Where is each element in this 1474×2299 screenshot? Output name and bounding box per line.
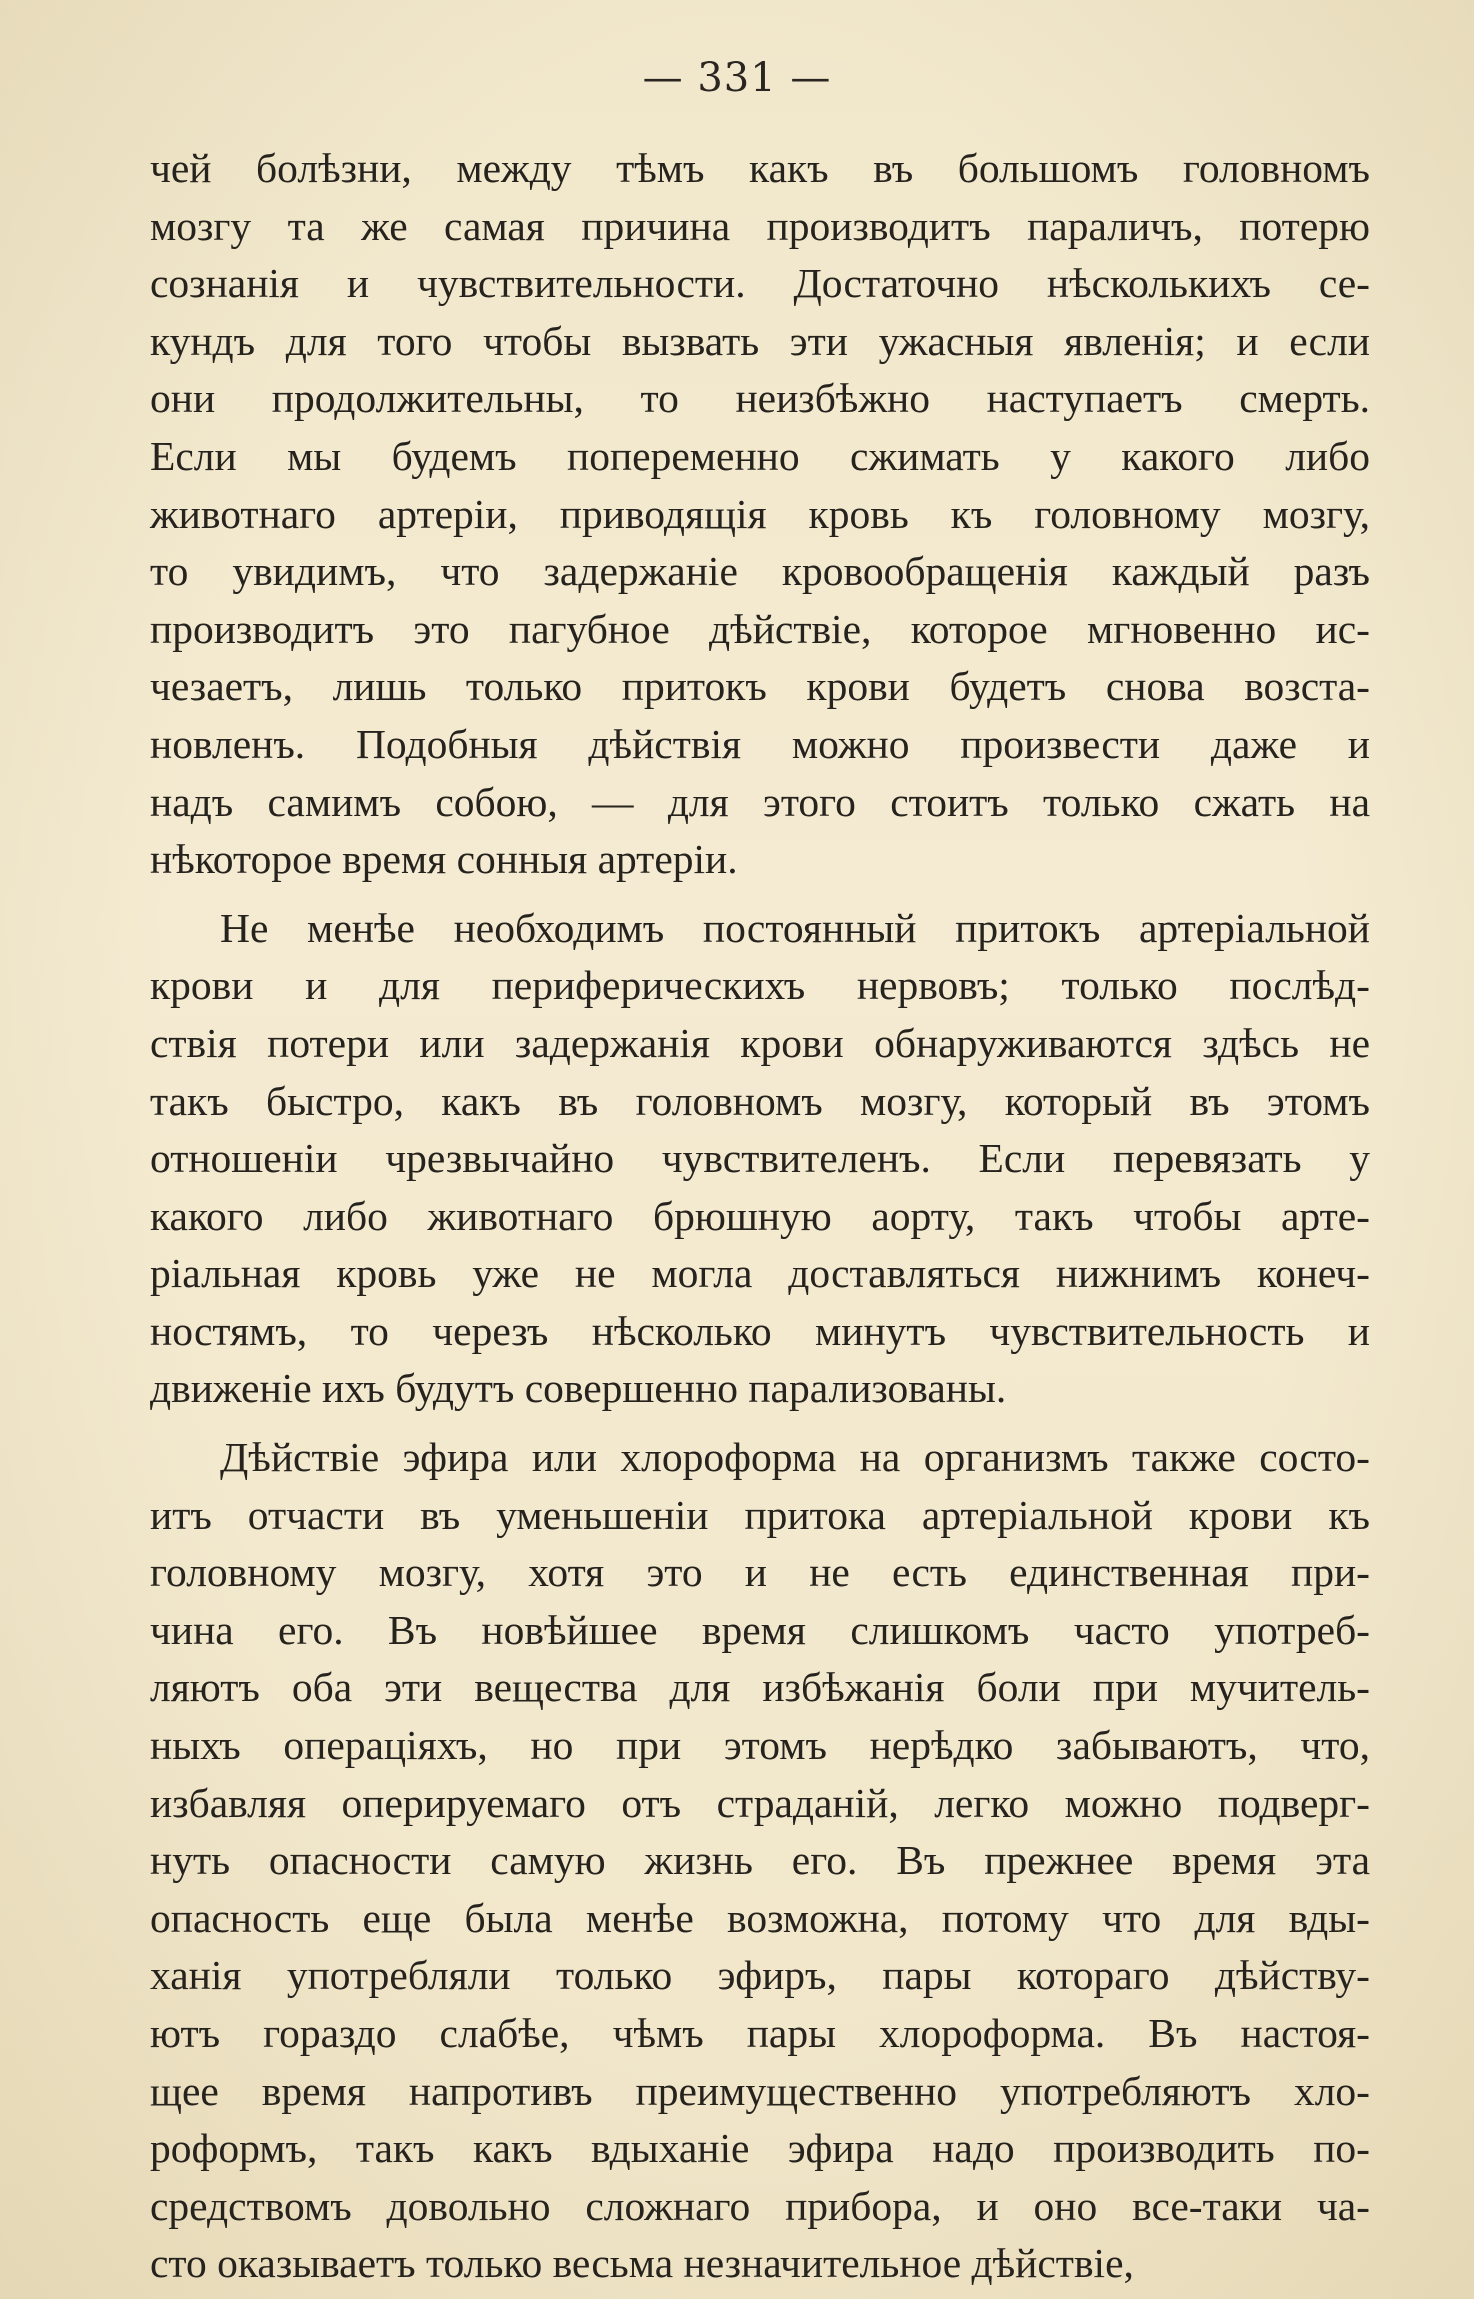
page-number: — 331 — [642, 55, 832, 101]
text-line: движеніе ихъ будутъ совершенно парализованы. [150, 1365, 1007, 1412]
text-line: ханія употребляли только эфиръ, пары котораго дѣйству- [150, 1952, 1370, 1999]
text-line: чей болѣзни, между тѣмъ какъ въ большомъ головномъ [150, 145, 1370, 191]
text-line: мозгу та же самая причина производитъ параличъ, потерю [150, 202, 1370, 249]
text-line: избавляя оперируемаго отъ страданій, легко можно подверг- [150, 1779, 1370, 1826]
text-line: нѣкоторое время сонныя артеріи. [150, 836, 738, 883]
text-line: ютъ гораздо слабѣе, чѣмъ пары хлороформа. Въ настоя- [150, 2010, 1370, 2056]
text-line: производитъ это пагубное дѣйствіе, которое мгновенно ис- [150, 605, 1370, 652]
text-line: роформъ, такъ какъ вдыханіе эфира надо производить по- [150, 2125, 1370, 2172]
text-line: крови и для периферическихъ нервовъ; только послѣд- [150, 962, 1370, 1009]
text-line: головному мозгу, хотя это и не есть единственная при- [150, 1549, 1370, 1596]
text-line: чезаетъ, лишь только притокъ крови будетъ снова возста- [150, 663, 1370, 710]
text-line: Дѣйствіе эфира или хлороформа на организмъ также состо- [220, 1434, 1370, 1481]
text-line: итъ отчасти въ уменьшеніи притока артеріальной крови къ [150, 1491, 1370, 1538]
text-line: отношеніи чрезвычайно чувствителенъ. Если перевязать у [150, 1135, 1370, 1182]
text-line: чина его. Въ новѣйшее время слишкомъ часто употреб- [150, 1606, 1370, 1653]
text-line: такъ быстро, какъ въ головномъ мозгу, который въ этомъ [150, 1077, 1370, 1124]
text-line: кундъ для того чтобы вызвать эти ужасныя явленія; и если [150, 317, 1370, 364]
text-line: сознанія и чувствительности. Достаточно нѣсколькихъ се- [150, 260, 1370, 307]
text-line: ріальная кровь уже не могла доставляться нижнимъ конеч- [150, 1250, 1370, 1297]
body-text [150, 140, 1370, 2293]
text-line: сто оказываетъ только весьма незначительное дѣйствіе, [150, 2240, 1134, 2287]
text-line: то увидимъ, что задержаніе кровообращенія каждый разъ [150, 548, 1370, 595]
paragraph-gap [150, 889, 1370, 900]
text-line: средствомъ довольно сложнаго прибора, и оно все-таки ча- [150, 2182, 1370, 2229]
text-line: они продолжительны, то неизбѣжно наступаетъ смерть. [150, 375, 1370, 422]
text-line: нуть опасности самую жизнь его. Въ прежнее время эта [150, 1837, 1370, 1884]
text-line: ныхъ операціяхъ, но при этомъ нерѣдко забываютъ, что, [150, 1722, 1370, 1769]
text-line: надъ самимъ собою, — для этого стоитъ только сжать на [150, 778, 1370, 825]
text-line: новленъ. Подобныя дѣйствія можно произвести даже и [150, 720, 1370, 767]
text-line: ляютъ оба эти вещества для избѣжанія боли при мучитель- [150, 1664, 1370, 1711]
text-line: щее время напротивъ преимущественно употребляютъ хло- [150, 2067, 1370, 2114]
paragraph-1 [150, 140, 1370, 889]
text-line: ствія потери или задержанія крови обнаруживаются здѣсь не [150, 1019, 1370, 1066]
text-line: Если мы будемъ попеременно сжимать у какого либо [150, 432, 1370, 479]
text-line: какого либо животнаго брюшную аорту, такъ чтобы арте- [150, 1192, 1370, 1239]
text-line: животнаго артеріи, приводящія кровь къ головному мозгу, [150, 490, 1370, 537]
text-line: опасность еще была менѣе возможна, потому что для вды- [150, 1894, 1370, 1941]
text-line: ностямъ, то черезъ нѣсколько минутъ чувствительность и [150, 1307, 1370, 1354]
paragraph-gap [150, 1418, 1370, 1429]
paragraph-3 [150, 1429, 1370, 2293]
text-line: Не менѣе необходимъ постоянный притокъ артеріальной [220, 904, 1370, 951]
paragraph-2 [150, 900, 1370, 1418]
